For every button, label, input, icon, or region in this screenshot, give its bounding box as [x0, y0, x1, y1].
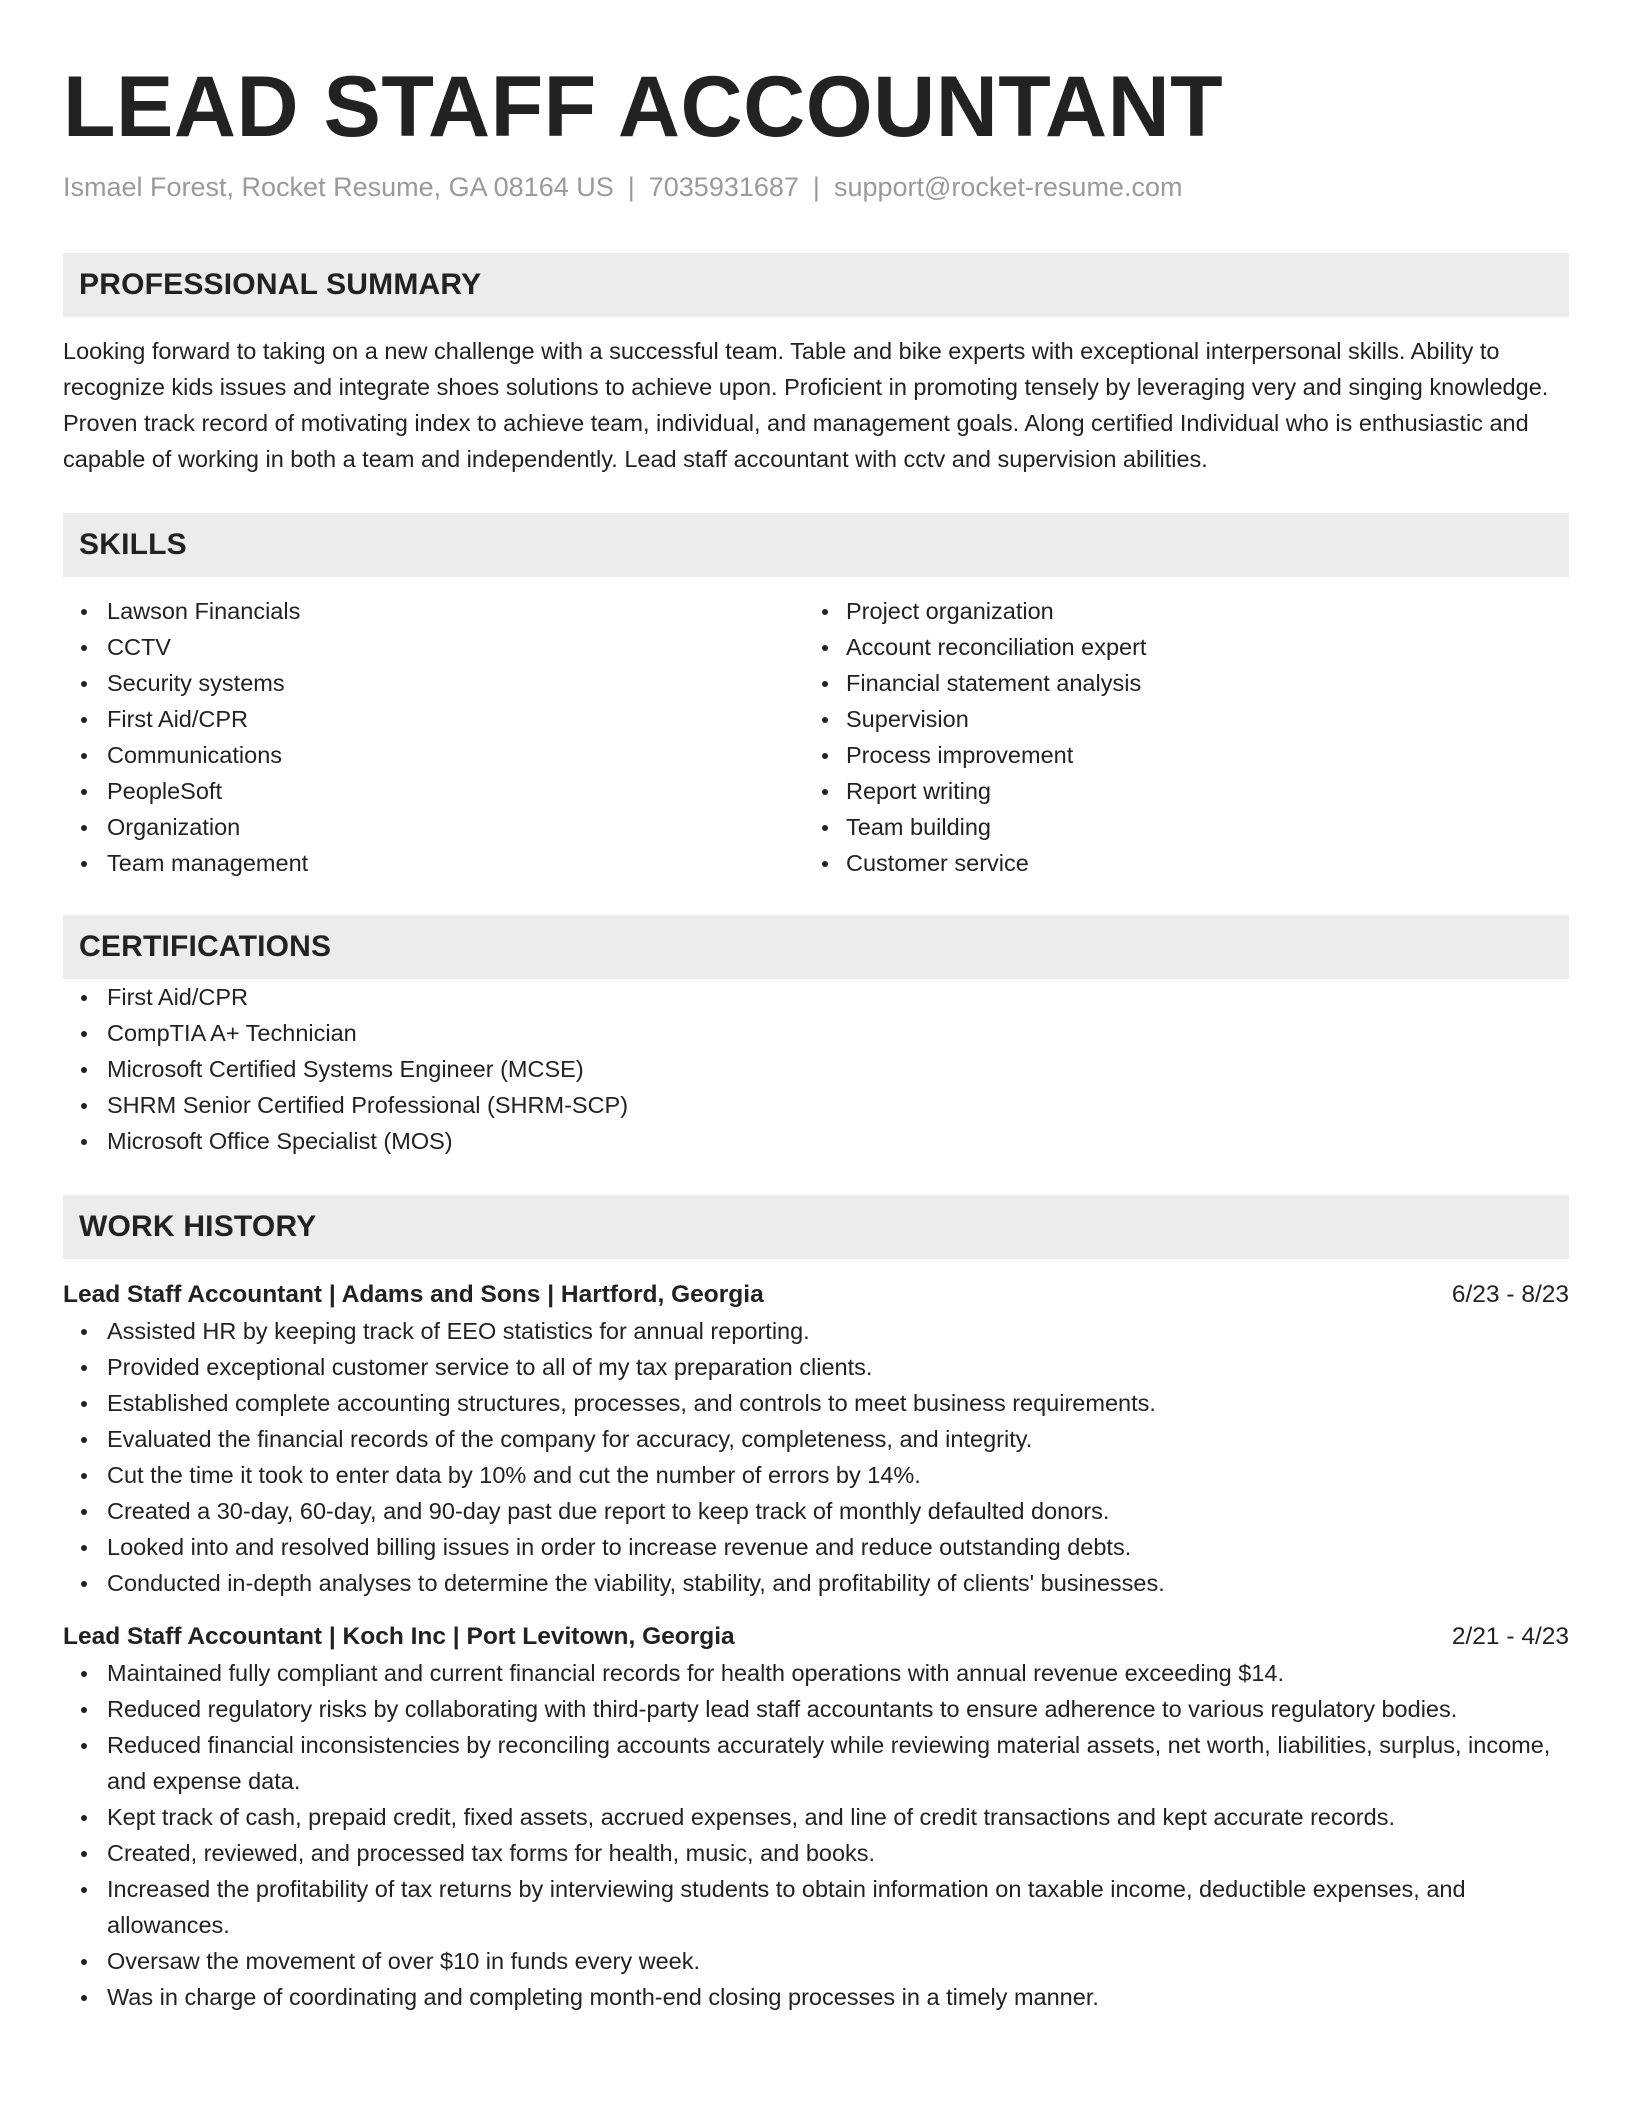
skill-item: Financial statement analysis — [816, 665, 1569, 701]
job-bullet: Created a 30-day, 60-day, and 90-day past due report to keep track of monthly defaulted donors. — [63, 1493, 1569, 1529]
skills-column-right — [816, 593, 1569, 881]
section-header-certifications: CERTIFICATIONS — [63, 915, 1569, 979]
job-bullet: Established complete accounting structures, processes, and controls to meet business requirements. — [63, 1385, 1569, 1421]
job-bullet: Kept track of cash, prepaid credit, fixed assets, accrued expenses, and line of credit transactions and kept accurate records. — [63, 1799, 1569, 1835]
section-header-work-history: WORK HISTORY — [63, 1195, 1569, 1259]
certifications-list — [63, 979, 1569, 1159]
job-bullet: Assisted HR by keeping track of EEO statistics for annual reporting. — [63, 1313, 1569, 1349]
certification-item: CompTIA A+ Technician — [63, 1015, 1569, 1051]
skill-item: Team management — [63, 845, 816, 881]
contact-email: support@rocket-resume.com — [833, 172, 1183, 202]
skill-item: Account reconciliation expert — [816, 629, 1569, 665]
job-bullet: Was in charge of coordinating and completing month-end closing processes in a timely manner. — [63, 1979, 1569, 2015]
certification-item: First Aid/CPR — [63, 979, 1569, 1015]
contact-line — [63, 172, 1569, 203]
job-dates: 6/23 - 8/23 — [1451, 1281, 1569, 1308]
skill-item: Team building — [816, 809, 1569, 845]
contact-phone: 7035931687 — [648, 172, 799, 202]
contact-separator: | — [627, 172, 635, 202]
section-header-summary: PROFESSIONAL SUMMARY — [63, 253, 1569, 317]
job-header — [63, 1277, 1569, 1313]
job-bullet: Increased the profitability of tax returns by interviewing students to obtain information on taxable income, deductible expenses, and allowances. — [63, 1871, 1569, 1943]
skill-item: First Aid/CPR — [63, 701, 816, 737]
job-entry — [63, 1619, 1569, 2015]
job-title: Lead Staff Accountant | Koch Inc | Port Levitown, Georgia — [63, 1623, 735, 1650]
skills-list-left — [63, 593, 816, 881]
job-header — [63, 1619, 1569, 1655]
job-bullet-list — [63, 1655, 1569, 2015]
skills-list-right — [816, 593, 1569, 881]
job-bullet: Maintained fully compliant and current financial records for health operations with annual revenue exceeding $14. — [63, 1655, 1569, 1691]
skill-item: Organization — [63, 809, 816, 845]
job-bullet: Provided exceptional customer service to all of my tax preparation clients. — [63, 1349, 1569, 1385]
certification-item: Microsoft Certified Systems Engineer (MCSE) — [63, 1051, 1569, 1087]
work-history-list — [63, 1277, 1569, 2015]
job-bullet: Oversaw the movement of over $10 in funds every week. — [63, 1943, 1569, 1979]
skill-item: PeopleSoft — [63, 773, 816, 809]
section-header-skills: SKILLS — [63, 513, 1569, 577]
skill-item: Supervision — [816, 701, 1569, 737]
certification-item: SHRM Senior Certified Professional (SHRM-SCP) — [63, 1087, 1569, 1123]
job-bullet: Created, reviewed, and processed tax forms for health, music, and books. — [63, 1835, 1569, 1871]
summary-text: Looking forward to taking on a new challenge with a successful team. Table and bike experts with exceptional interpersonal skills. Ability to recognize kids issues and integrate shoes solutions to achieve upon. Proficient in promoting tensely by leveraging very and singing knowledge. Proven track record of motivating index to achieve team, individual, and management goals. Along certified Individual who is enthusiastic and capable of working in both a team and independently. Lead staff accountant with cctv and supervision abilities. — [63, 338, 1549, 472]
job-bullet: Cut the time it took to enter data by 10% and cut the number of errors by 14%. — [63, 1457, 1569, 1493]
skill-item: Security systems — [63, 665, 816, 701]
job-title: Lead Staff Accountant | Adams and Sons | Hartford, Georgia — [63, 1281, 764, 1308]
skill-item: Report writing — [816, 773, 1569, 809]
job-dates: 2/21 - 4/23 — [1451, 1623, 1569, 1650]
skill-item: CCTV — [63, 629, 816, 665]
job-bullet: Evaluated the financial records of the company for accuracy, completeness, and integrity. — [63, 1421, 1569, 1457]
skill-item: Lawson Financials — [63, 593, 816, 629]
job-entry — [63, 1277, 1569, 1601]
job-bullet: Looked into and resolved billing issues in order to increase revenue and reduce outstanding debts. — [63, 1529, 1569, 1565]
skill-item: Customer service — [816, 845, 1569, 881]
job-bullet-list — [63, 1313, 1569, 1601]
skill-item: Project organization — [816, 593, 1569, 629]
job-bullet: Reduced financial inconsistencies by reconciling accounts accurately while reviewing material assets, net worth, liabilities, surplus, income, and expense data. — [63, 1727, 1569, 1799]
contact-address: Ismael Forest, Rocket Resume, GA 08164 US — [63, 172, 614, 202]
job-bullet: Reduced regulatory risks by collaborating with third-party lead staff accountants to ensure adherence to various regulatory bodies. — [63, 1691, 1569, 1727]
skills-column-left — [63, 593, 816, 881]
resume-title: LEAD STAFF ACCOUNTANT — [63, 59, 1224, 155]
skill-item: Communications — [63, 737, 816, 773]
skills-columns — [63, 593, 1569, 881]
job-bullet: Conducted in-depth analyses to determine the viability, stability, and profitability of clients' businesses. — [63, 1565, 1569, 1601]
certification-item: Microsoft Office Specialist (MOS) — [63, 1123, 1569, 1159]
skill-item: Process improvement — [816, 737, 1569, 773]
contact-separator: | — [812, 172, 820, 202]
